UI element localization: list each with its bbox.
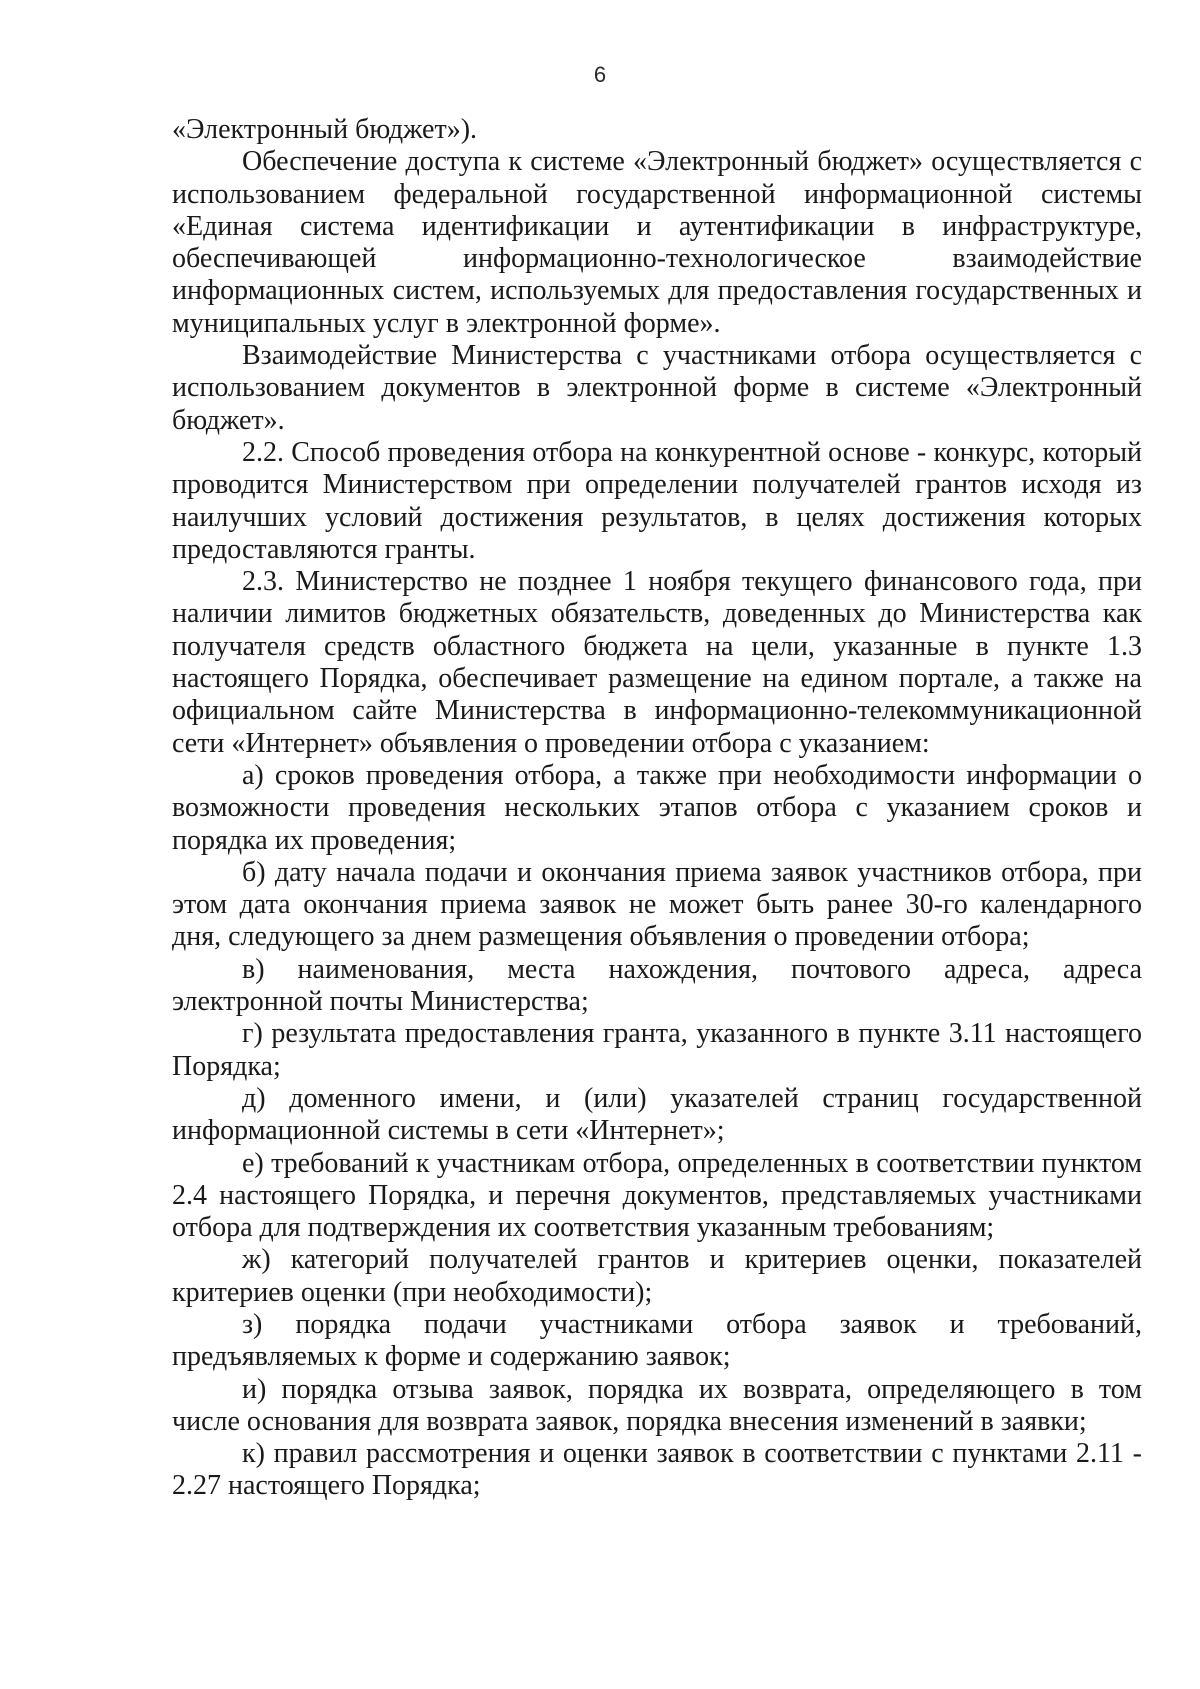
- paragraph-access-provision: Обеспечение доступа к системе «Электронный бюджет» осуществляется с использованием федеральной государственной информационной системы «Единая система идентификации и аутентификации в инфраструктуре, обеспечивающей информационно-технологическое взаимодействие информационных систем, используемых для предоставления государственных и муниципальных услуг в электронной форме».: [172, 146, 1142, 339]
- list-item-a: а) сроков проведения отбора, а также при необходимости информации о возможности проведения нескольких этапов отбора с указанием сроков и порядка их проведения;: [172, 759, 1142, 856]
- list-item-zh: ж) категорий получателей грантов и критериев оценки, показателей критериев оценки (при необходимости);: [172, 1244, 1142, 1308]
- paragraph-2-3: 2.3. Министерство не позднее 1 ноября текущего финансового года, при наличии лимитов бюджетных обязательств, доведенных до Министерства как получателя средств областного бюджета на цели, указанные в пункте 1.3 настоящего Порядка, обеспечивает размещение на едином портале, а также на официальном сайте Министерства в информационно-телекоммуникационной сети «Интернет» объявления о проведении отбора с указанием:: [172, 566, 1142, 759]
- list-item-i: и) порядка отзыва заявок, порядка их возврата, определяющего в том числе основания для возврата заявок, порядка внесения изменений в заявки;: [172, 1373, 1142, 1437]
- paragraph-2-2: 2.2. Способ проведения отбора на конкурентной основе - конкурс, который проводится Министерством при определении получателей грантов исходя из наилучших условий достижения результатов, в целях достижения которых предоставляются гранты.: [172, 436, 1142, 565]
- paragraph-continuation: «Электронный бюджет»).: [172, 114, 478, 145]
- list-item-g: г) результата предоставления гранта, указанного в пункте 3.11 настоящего Порядка;: [172, 1018, 1142, 1082]
- list-item-b: б) дату начала подачи и окончания приема заявок участников отбора, при этом дата окончания приема заявок не может быть ранее 30-го календарного дня, следующего за днем размещения объявления о проведении отбора;: [172, 856, 1142, 953]
- list-item-d: д) доменного имени, и (или) указателей страниц государственной информационной системы в сети «Интернет»;: [172, 1082, 1142, 1147]
- list-item-e: е) требований к участникам отбора, определенных в соответствии пунктом 2.4 настоящего Порядка, и перечня документов, представляемых участниками отбора для подтверждения их соответствия указанным требованиям;: [172, 1147, 1142, 1244]
- list-item-k: к) правил рассмотрения и оценки заявок в соответствии с пунктами 2.11 - 2.27 настоящего Порядка;: [172, 1438, 1142, 1502]
- page-number: 6: [593, 62, 607, 87]
- list-item-v: в) наименования, места нахождения, почтового адреса, адреса электронной почты Министерства;: [172, 953, 1142, 1018]
- document-body: [172, 114, 1142, 1503]
- list-item-z: з) порядка подачи участниками отбора заявок и требований, предъявляемых к форме и содержанию заявок;: [172, 1308, 1142, 1373]
- paragraph-interaction: Взаимодействие Министерства с участниками отбора осуществляется с использованием документов в электронной форме в системе «Электронный бюджет».: [172, 340, 1142, 436]
